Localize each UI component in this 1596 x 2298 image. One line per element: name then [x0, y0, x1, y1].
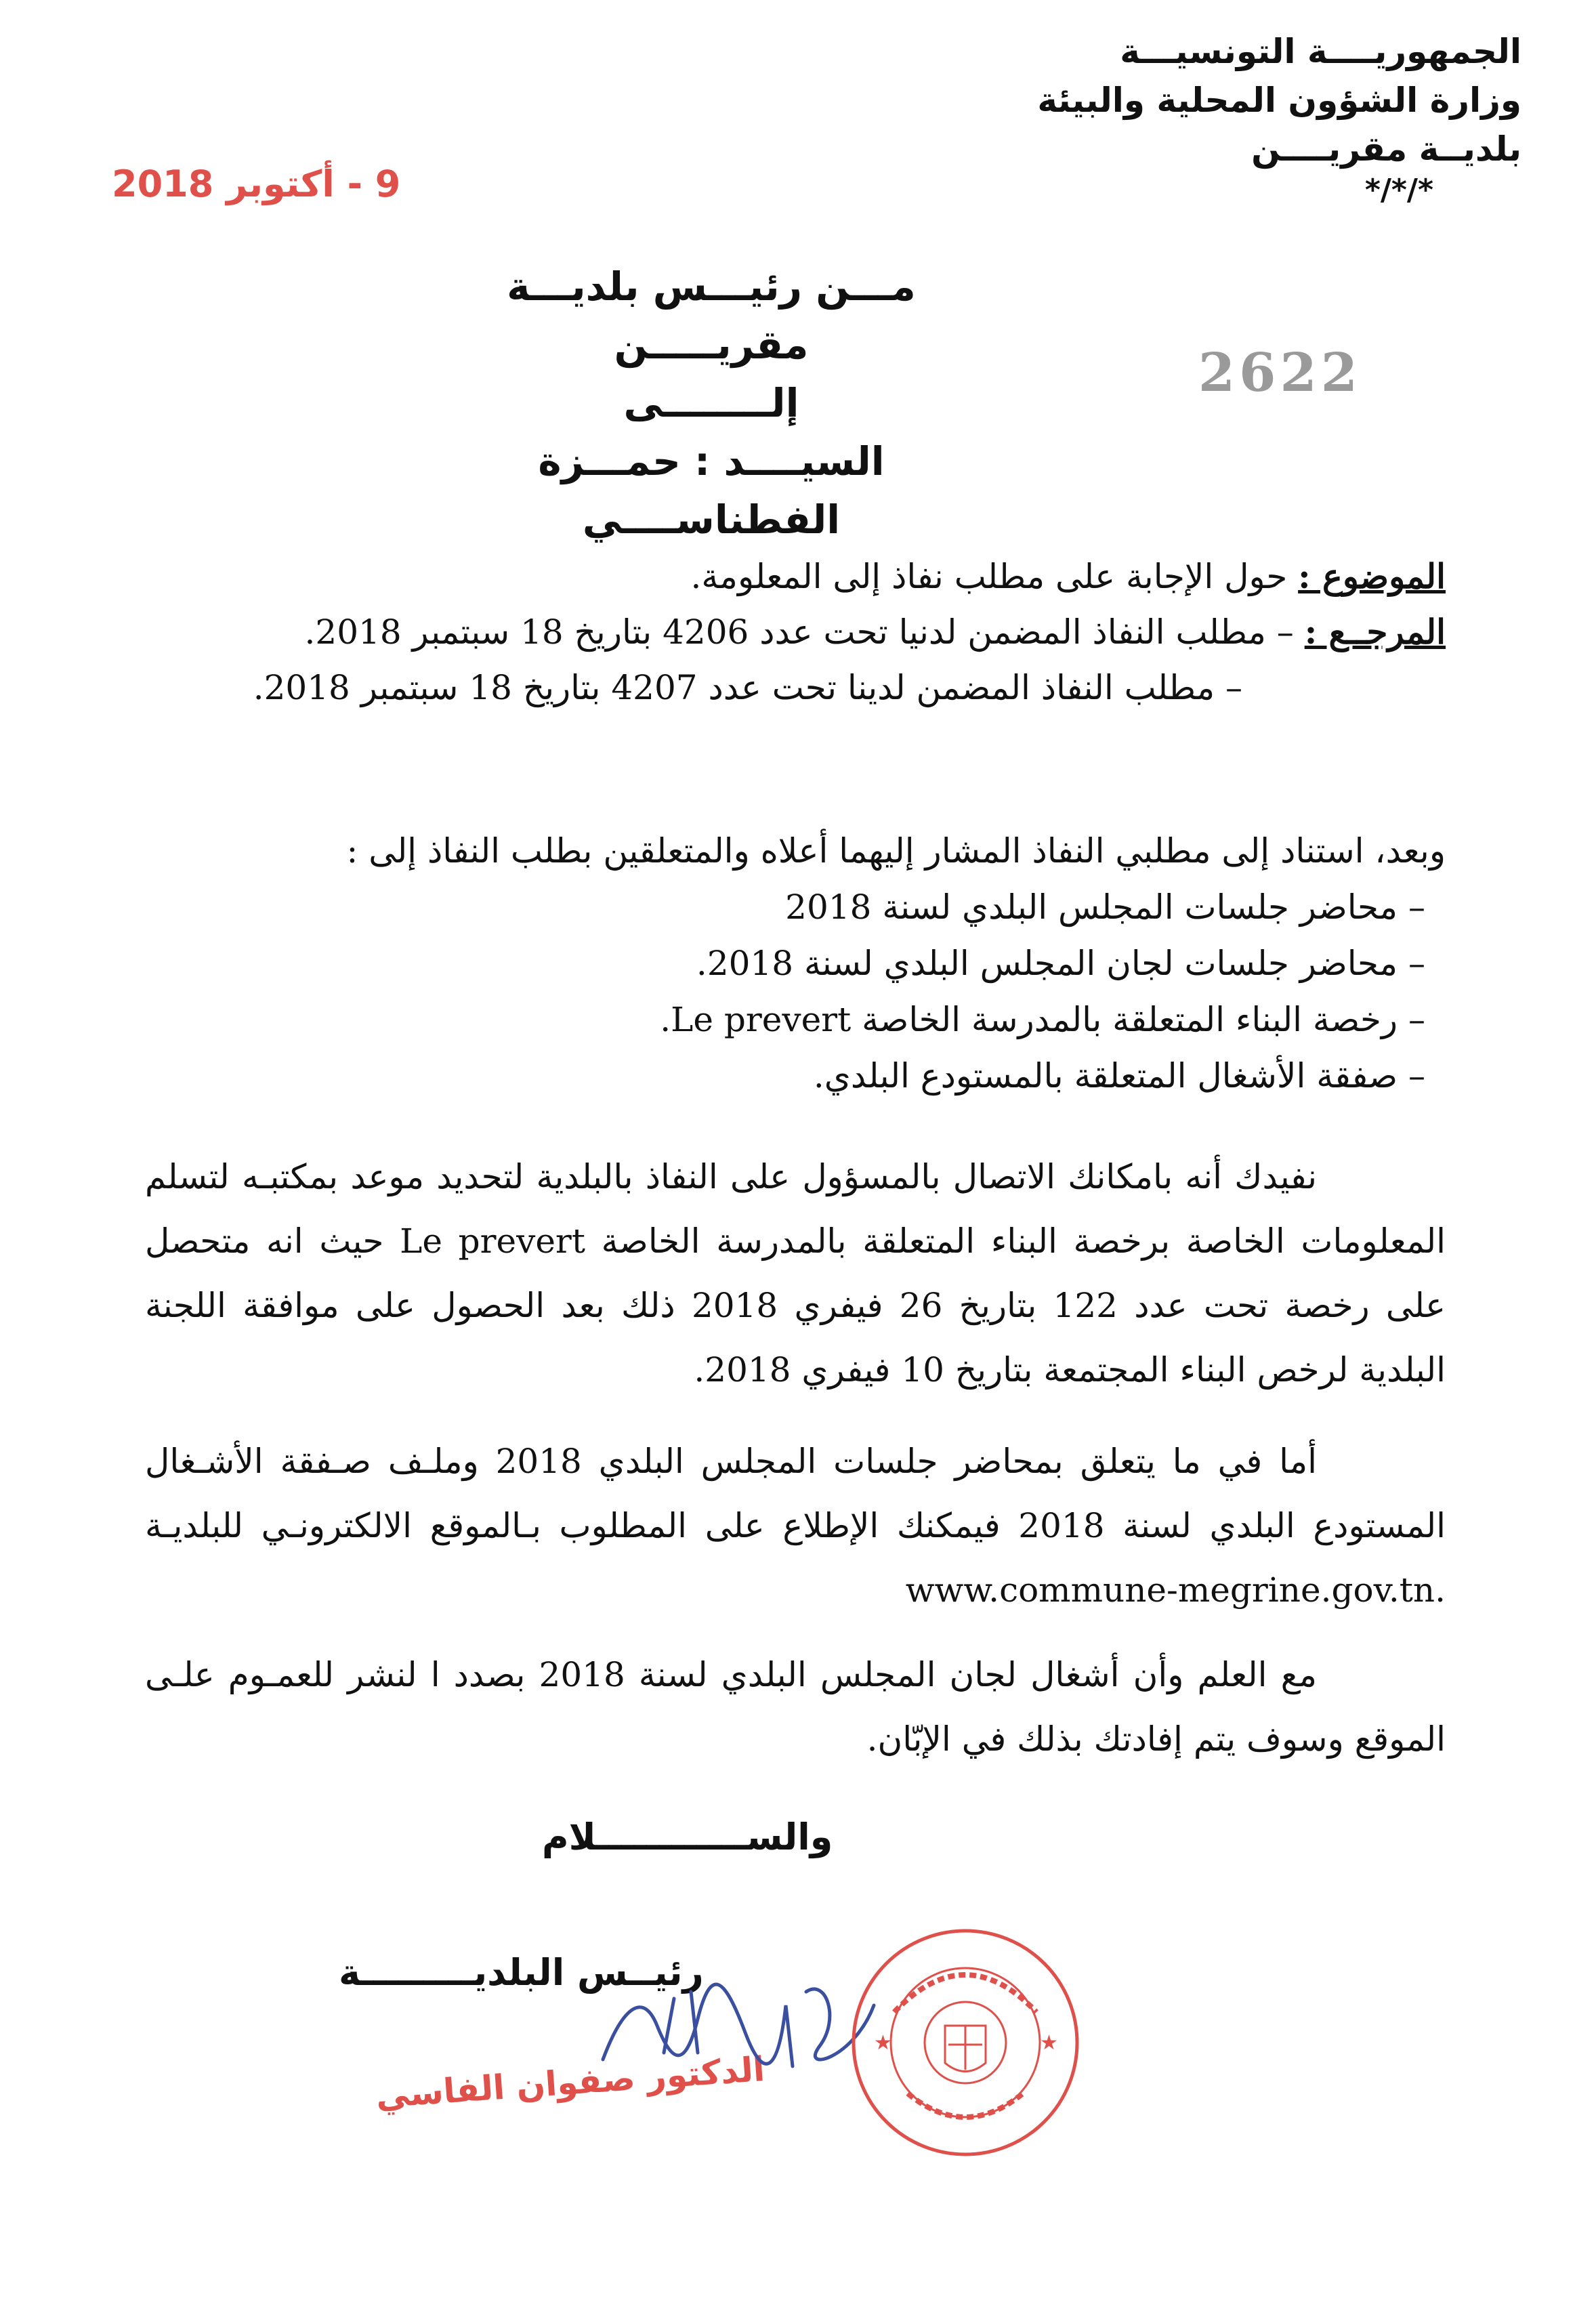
letterhead-ministry: وزارة الشؤون المحلية والبيئة — [1037, 81, 1521, 120]
signer-name: الدكتور صفوان الفاسي — [374, 2049, 766, 2116]
reference-item-1: – مطلب النفاذ المضمن لدنيا تحت عدد 4206 بتاريخ 18 سبتمبر 2018. — [304, 612, 1294, 652]
letterhead — [912, 27, 1521, 207]
letterhead-municipality: بلديــة مقريــــن — [1251, 129, 1521, 169]
address-recipient: السيــــد : حمـــزة الفطناســــي — [538, 438, 885, 543]
list-item: – محاضر جلسات لجان المجلس البلدي لسنة 2018. — [125, 936, 1425, 992]
letterhead-stars: */*/* — [1364, 173, 1433, 207]
paragraph-committees: مع العلم وأن أشغال لجان المجلس البلدي لسنة 2018 بصدد ا لنشر للعمـوم علـى الموقع وسوف يتم إفادتك بذلك في الإبّان. — [145, 1655, 1446, 1759]
list-item: – رخصة البناء المتعلقة بالمدرسة الخاصة Le prevert. — [125, 992, 1425, 1048]
address-to: إلــــــــى — [623, 380, 799, 426]
list-item: – محاضر جلسات المجلس البلدي لسنة 2018 — [125, 879, 1425, 936]
reference-label: المرجــع : — [1304, 612, 1446, 652]
letterhead-country: الجمهوريــــة التونسيـــة — [1120, 32, 1521, 71]
subject-text: حول الإجابة على مطلب نفاذ إلى المعلومة. — [690, 557, 1288, 596]
requests-block — [125, 823, 1446, 1104]
subject-line — [125, 549, 1446, 604]
signer-title: رئيــس البلديـــــــــة — [339, 1951, 704, 1994]
official-seal-icon — [847, 1924, 1084, 2161]
paragraph-access-info: نفيدك أنه بامكانك الاتصال بالمسؤول على النفاذ بالبلدية لتحديد موعد بمكتبـه لتسلم المعلومات الخاصة برخصة البناء المتعلقة بالمدرسة الخاصة Le prevert حيث انه متحصل على رخصة تحت عدد 122 بتاريخ 26 فيفري 2018 ذلك بعد الحصول على موافقة اللجنة البلدية لرخص البناء المجتمعة بتاريخ 10 فيفري 2018. — [145, 1157, 1446, 1390]
reference-item-2: – مطلب النفاذ المضمن لدينا تحت عدد 4207 بتاريخ 18 سبتمبر 2018. — [253, 668, 1242, 707]
address-from: مـــن رئيـــس بلديـــة مقريـــــن — [507, 264, 916, 368]
svg-text:★: ★ — [874, 2031, 892, 2055]
registration-number: 2622 — [1198, 342, 1362, 404]
address-block — [406, 257, 1016, 549]
intro-text: وبعد، استناد إلى مطلبي النفاذ المشار إليهما أعلاه والمتعلقين بطلب النفاذ إلى : — [346, 831, 1446, 871]
svg-text:★: ★ — [1040, 2031, 1058, 2055]
closing-salutation: والســــــــــــلام — [542, 1816, 833, 1858]
reference-line — [125, 604, 1446, 660]
list-item: – صفقة الأشغال المتعلقة بالمستودع البلدي. — [125, 1048, 1425, 1104]
date-stamp: 9 - أكتوبر 2018 — [112, 163, 401, 205]
subject-block — [125, 549, 1446, 715]
subject-label: الموضوع : — [1298, 556, 1446, 596]
requests-list — [125, 879, 1446, 1104]
paragraph-website: أما في ما يتعلق بمحاضر جلسات المجلس البلدي 2018 وملـف صـفقة الأشـغال المستودع البلدي لسنة 2018 فيمكنك الإطلاع على المطلوب بـالموقع الالكترونـي للبلديـة .www.commune-megrine.gov.tn — [145, 1442, 1446, 1610]
